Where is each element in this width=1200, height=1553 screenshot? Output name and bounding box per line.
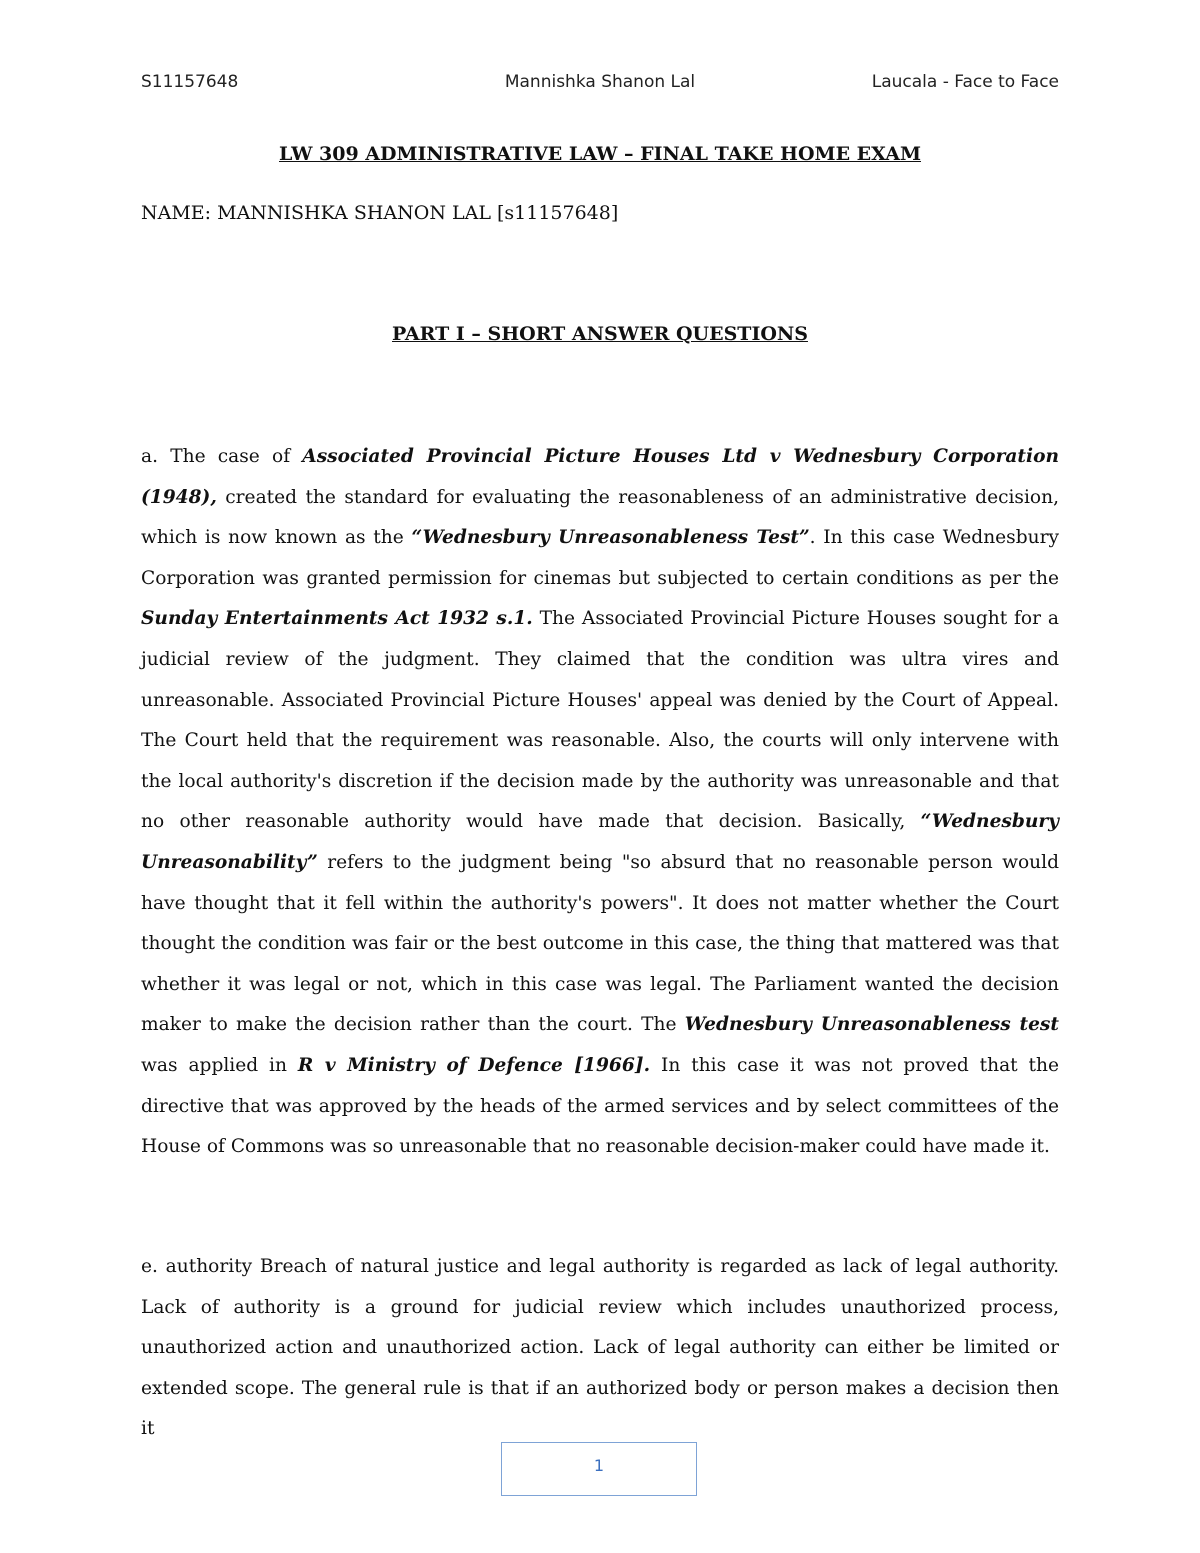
student-name-line: NAME: MANNISHKA SHANON LAL [s11157648] <box>141 202 619 224</box>
test-name-wednesbury: “Wednesbury Unreasonableness Test” <box>411 527 810 549</box>
answer-e-paragraph: e. authority Breach of natural justice and legal authority is regarded as lack of legal authority. Lack of authority is a ground for judicial review which includes unauthorized process, unauthorized action and unauthorized action. Lack of legal authority can either be limited or extended scope. The general rule is that if an authorized body or person makes a decision then it <box>141 1256 1059 1440</box>
answer-a-text-6: was applied in <box>141 1054 298 1076</box>
header-campus: Laucala - Face to Face <box>871 72 1059 92</box>
case-citation-ministry-of-defence: R v Ministry of Defence [1966]. <box>297 1054 651 1076</box>
answer-a-paragraph <box>141 437 1059 1168</box>
answer-a-text-4: The Associated Provincial Picture Houses sought for a judicial review of the judgment. They claimed that the condition was ultra vires and unreasonable. Associated Provincial Picture Houses' appeal was denied by the Court of Appeal. The Court held that the requirement was reasonable. Also, the courts will only intervene with the local authority's discretion if the decision made by the authority was unreasonable and that no other reasonable authority would have made that decision. Basically, <box>141 608 1059 833</box>
test-name-wednesbury-2: Wednesbury Unreasonableness test <box>684 1014 1059 1036</box>
case-citation-wednesbury: Associated Provincial Picture Houses Ltd v Wednesbury Corporation (1948), <box>141 446 1059 508</box>
answer-a-text-3: . In this case Wednesbury Corporation was granted permission for cinemas but subjected to certain conditions as per the <box>141 527 1059 589</box>
header-student-name: Mannishka Shanon Lal <box>504 72 696 92</box>
page-number: 1 <box>593 1456 605 1475</box>
header-student-id: S11157648 <box>141 72 239 92</box>
answer-a-text-1: a. The case of <box>141 446 303 467</box>
answer-a-text-5: refers to the judgment being "so absurd that no reasonable person would have thought that it fell within the authority's powers". It does not matter whether the Court thought the condition was fair or the best outcome in this case, the thing that mattered was that whether it was legal or not, which in this case was legal. The Parliament wanted the decision maker to make the decision rather than the court. The <box>141 851 1059 1036</box>
term-wednesbury-unreasonability: “Wednesbury Unreasonability” <box>141 811 1059 873</box>
answer-a-text-2: created the standard for evaluating the reasonableness of an administrative decision, which is now known as the <box>141 486 1059 549</box>
answer-a-text-7: In this case it was not proved that the directive that was approved by the heads of the armed services and by select committees of the House of Commons was so unreasonable that no reasonable decision-maker could have made it. <box>141 1054 1059 1158</box>
act-citation-sunday-entertainments: Sunday Entertainments Act 1932 s.1. <box>141 608 533 630</box>
page-header <box>141 72 1059 98</box>
part-title: PART I – SHORT ANSWER QUESTIONS <box>392 323 808 345</box>
page-number-box <box>501 1442 697 1496</box>
exam-title: LW 309 ADMINISTRATIVE LAW – FINAL TAKE HOME EXAM <box>279 143 921 165</box>
